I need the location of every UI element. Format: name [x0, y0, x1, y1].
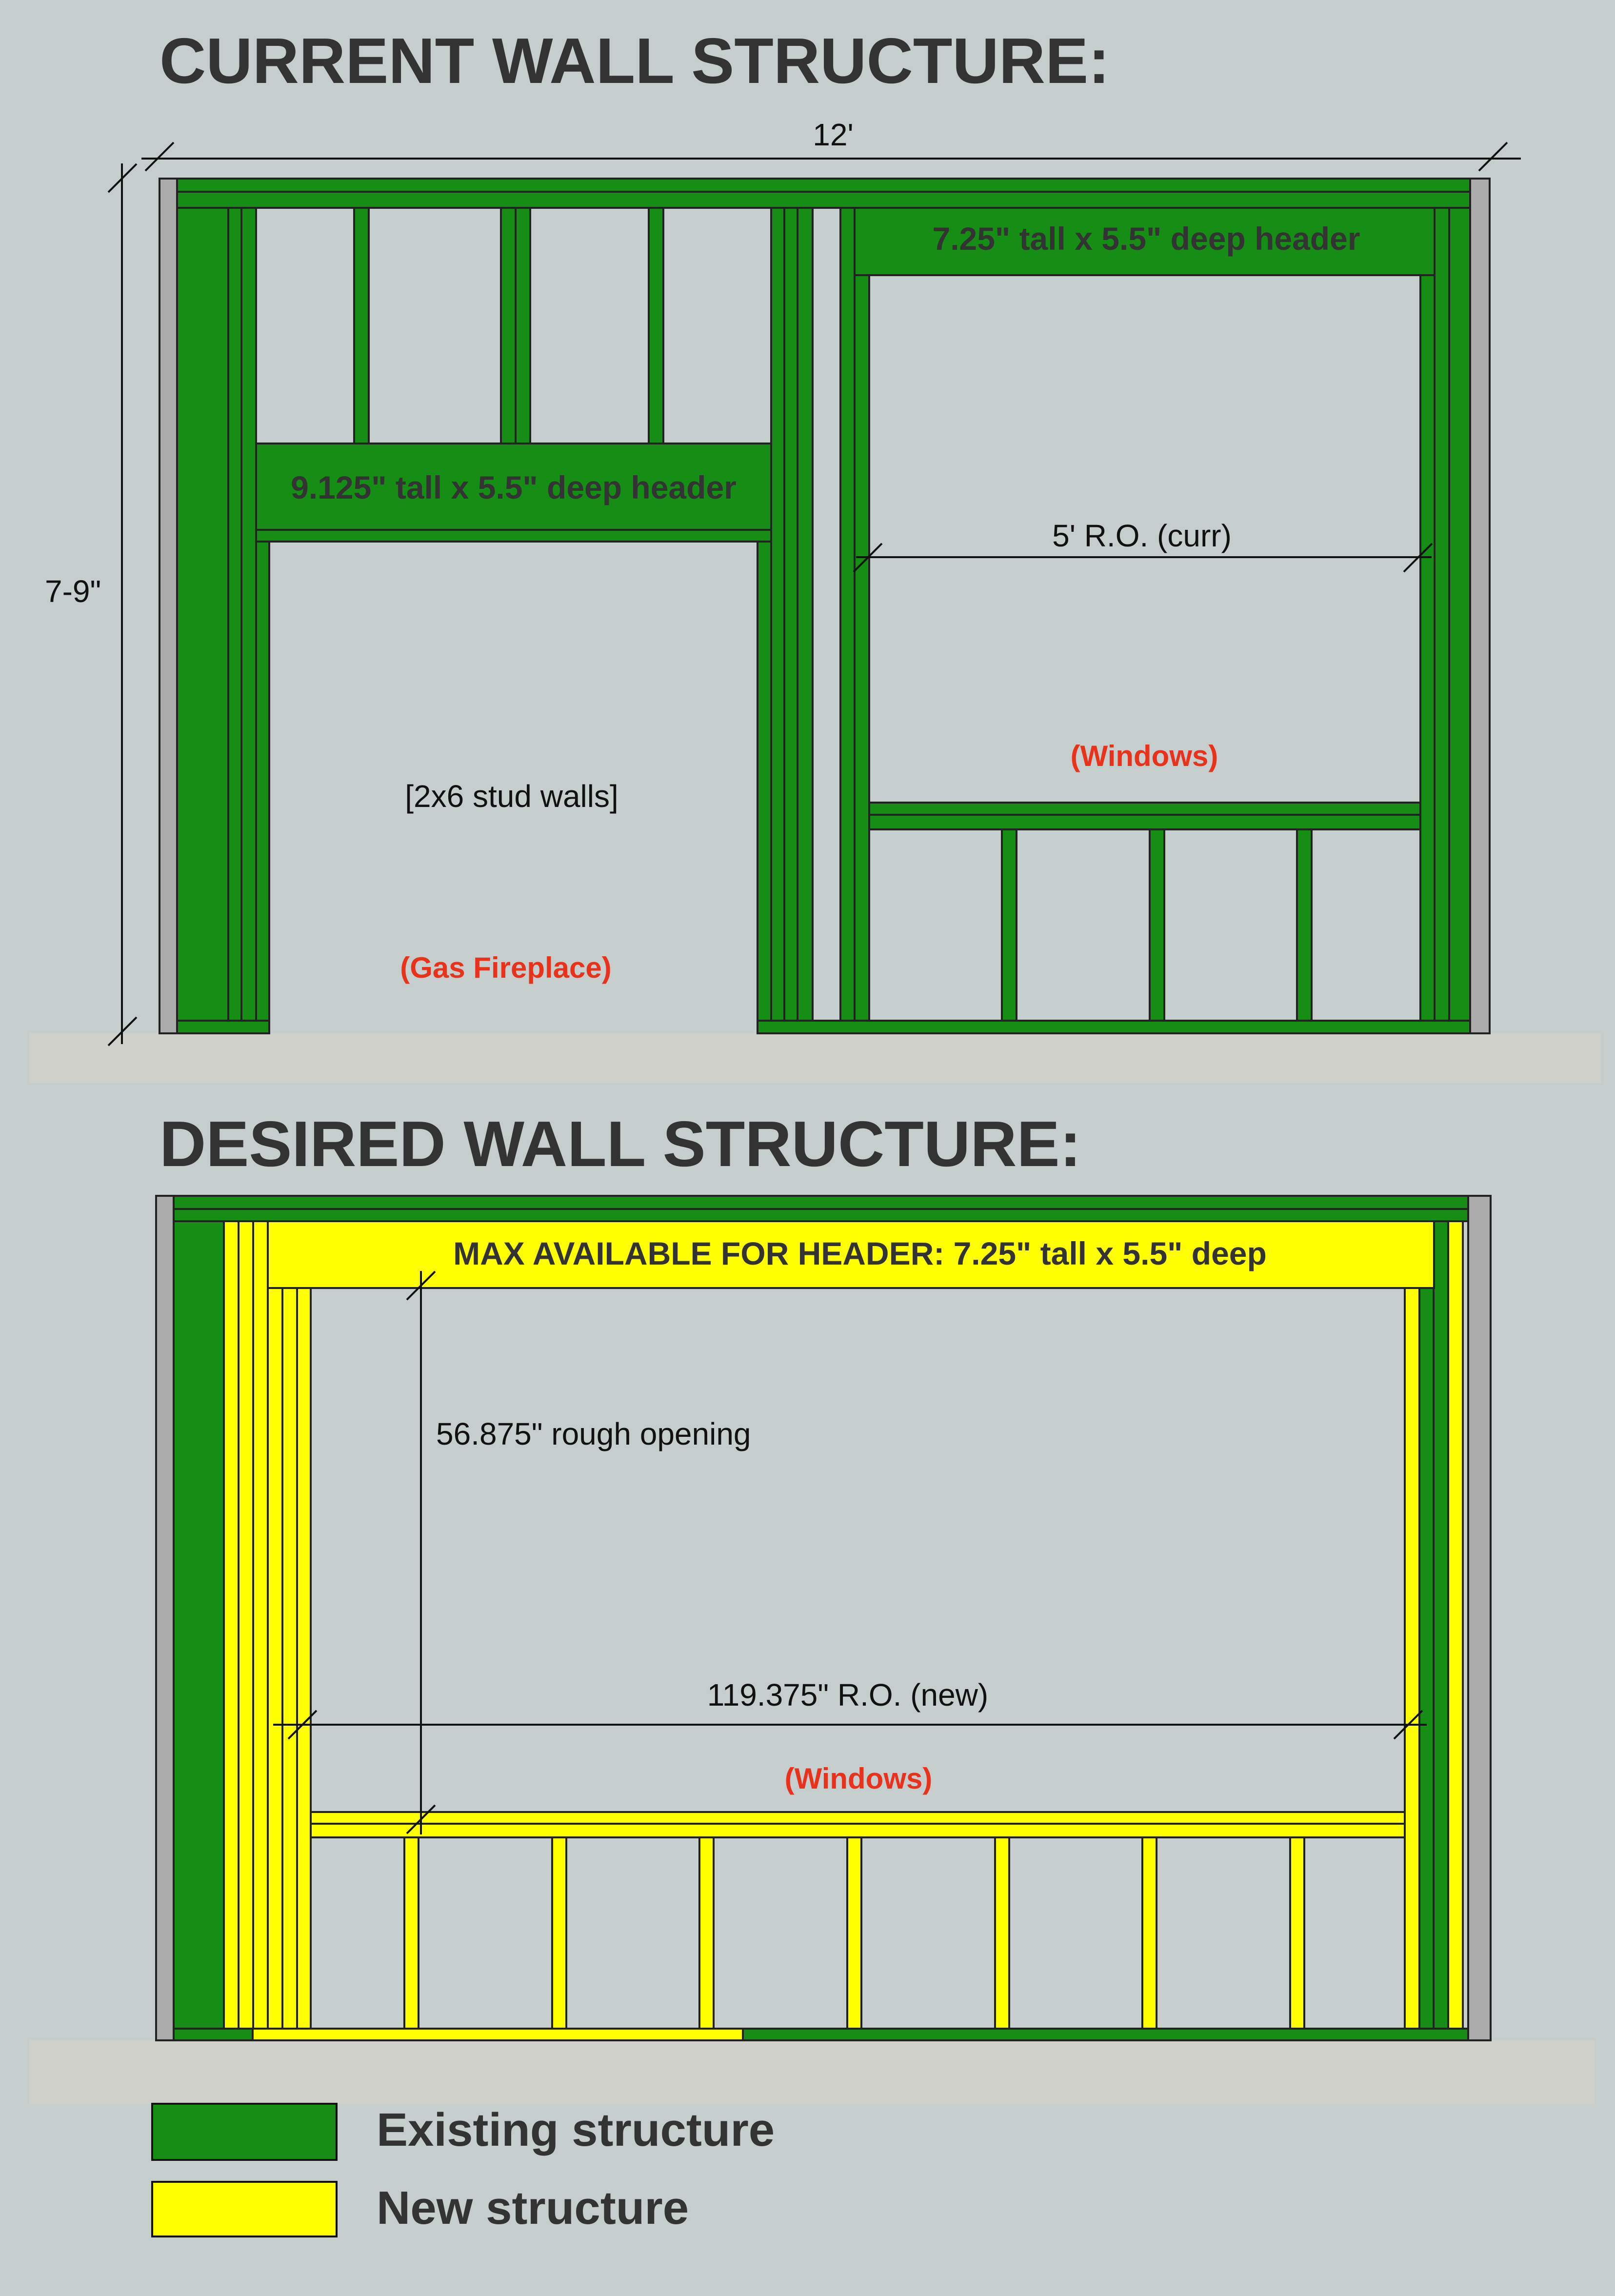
bottom-plate [743, 2029, 1468, 2040]
fireplace-header-plate [256, 530, 771, 542]
stud [798, 208, 813, 1021]
window-sill [869, 815, 1420, 829]
desired-title: DESIRED WALL STRUCTURE: [160, 1108, 1081, 1180]
height-dimension [108, 163, 137, 1046]
height-dimension-label: 7-9" [45, 574, 101, 609]
cripple-stud [516, 208, 530, 443]
window-sill [869, 803, 1420, 815]
stud [840, 208, 855, 1021]
stud [228, 208, 241, 1021]
end-post-right [1470, 179, 1490, 1033]
new-jack-stud [297, 1288, 311, 2029]
width-dimension-label: 12' [813, 117, 854, 152]
desired-windows-label: (Windows) [784, 1762, 933, 1795]
new-cripple-stud [995, 1837, 1009, 2029]
desired-wall-frame [29, 1196, 1595, 2104]
legend [152, 2104, 775, 2236]
bottom-plate [758, 1021, 1470, 1033]
current-title: CURRENT WALL STRUCTURE: [160, 25, 1110, 97]
cripple-stud [1002, 829, 1017, 1021]
new-sill [311, 1824, 1405, 1837]
stud [1434, 1221, 1448, 2029]
desired-ro-label: 119.375" R.O. (new) [707, 1677, 989, 1712]
bottom-plate [177, 1021, 269, 1033]
top-plate [174, 1209, 1468, 1221]
new-cripple-stud [699, 1837, 714, 2029]
new-stud [1448, 1221, 1463, 2029]
current-wall-frame [29, 179, 1601, 1083]
stud [1449, 208, 1470, 1021]
cripple-stud [501, 208, 516, 443]
current-ro-label: 5' R.O. (curr) [1052, 518, 1232, 553]
stud [177, 208, 228, 1021]
legend-swatch-new [152, 2182, 337, 2236]
rough-opening-dimension [407, 1271, 435, 1834]
stud [1435, 208, 1449, 1021]
window-header-label: 7.25" tall x 5.5" deep header [932, 221, 1360, 257]
stud [174, 1221, 224, 2029]
legend-label-existing: Existing structure [377, 2104, 775, 2156]
end-post-left [156, 1196, 174, 2040]
rough-opening-label: 56.875" rough opening [436, 1416, 751, 1451]
stud-note: [2x6 stud walls] [405, 779, 618, 814]
new-cripple-stud [552, 1837, 566, 2029]
stud [256, 542, 269, 1021]
new-cripple-stud [1290, 1837, 1304, 2029]
new-stud [253, 1221, 268, 2029]
top-plate [174, 1196, 1468, 1209]
top-plate [177, 179, 1470, 192]
current-windows-label: (Windows) [1070, 740, 1218, 772]
top-plate [177, 192, 1470, 208]
new-sill [311, 1812, 1405, 1824]
stud [784, 208, 798, 1021]
desired-header-label: MAX AVAILABLE FOR HEADER: 7.25" tall x 5.5" deep [453, 1235, 1267, 1271]
cripple-stud [649, 208, 663, 443]
stud [1419, 1221, 1434, 2029]
stud [758, 542, 771, 1021]
end-post-left [160, 179, 177, 1033]
floor-strip [29, 1033, 1601, 1083]
new-stud [224, 1221, 239, 2029]
new-stud [239, 1221, 253, 2029]
new-bottom-plate [253, 2029, 743, 2040]
end-post-right [1468, 1196, 1491, 2040]
new-jack-stud [1405, 1288, 1419, 2029]
legend-label-new: New structure [377, 2182, 689, 2234]
legend-swatch-existing [152, 2104, 337, 2160]
cripple-stud [354, 208, 369, 443]
desired-ro-dimension [273, 1711, 1427, 1739]
new-cripple-stud [1142, 1837, 1156, 2029]
new-jack-stud [268, 1288, 282, 2029]
fireplace-header-label: 9.125" tall x 5.5" deep header [291, 469, 737, 505]
stud [855, 275, 869, 1021]
cripple-stud [1150, 829, 1164, 1021]
stud [771, 208, 784, 1021]
floor-strip [29, 2040, 1595, 2104]
new-cripple-stud [404, 1837, 419, 2029]
stud [241, 208, 256, 1021]
fireplace-label: (Gas Fireplace) [400, 951, 612, 984]
new-cripple-stud [847, 1837, 861, 2029]
bottom-plate [174, 2029, 253, 2040]
new-jack-stud [282, 1288, 297, 2029]
stud [1420, 275, 1435, 1021]
cripple-stud [1297, 829, 1312, 1021]
